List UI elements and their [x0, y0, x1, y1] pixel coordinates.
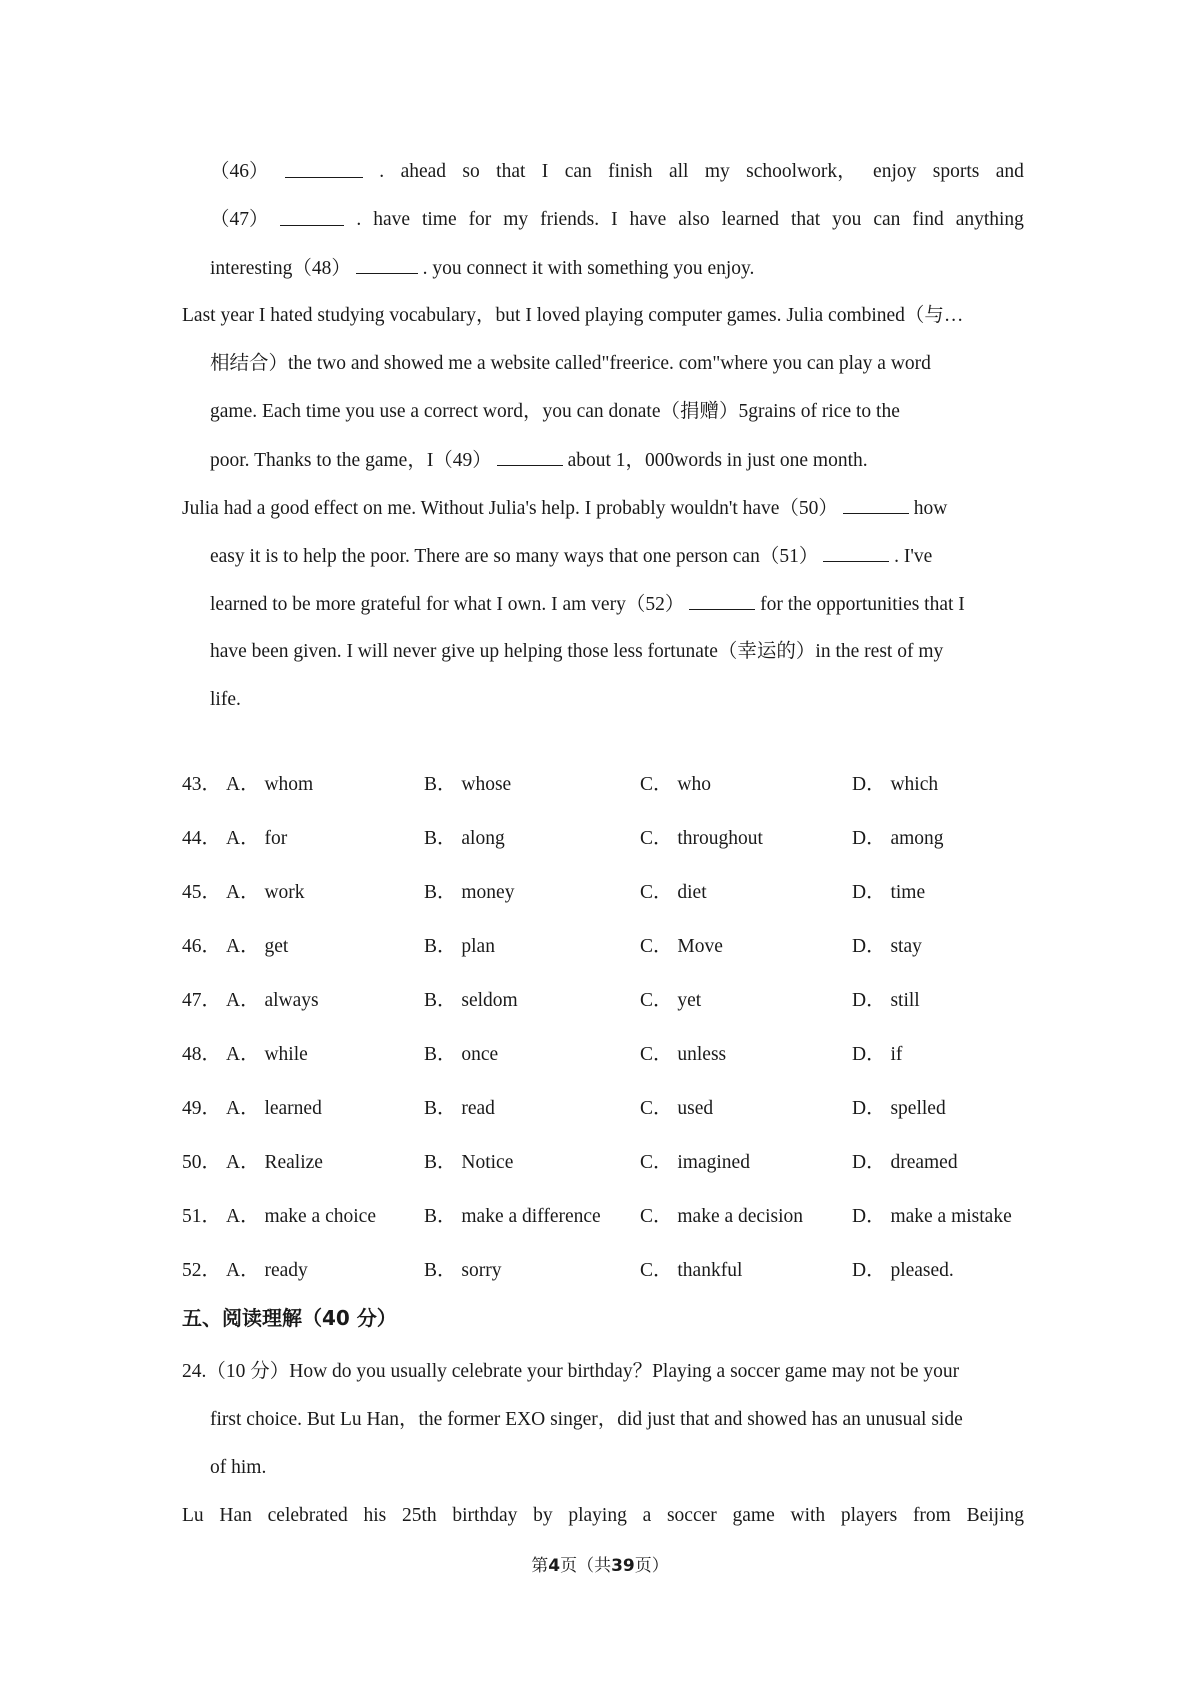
passage-line: [210, 397, 900, 427]
answer-blank-47: [280, 205, 344, 226]
question-number: 50．: [182, 1152, 222, 1173]
option-d: D． if: [852, 1044, 903, 1065]
word: game: [732, 1505, 775, 1526]
passage-text: Julia had a good effect on me. Without Julia's help. I probably wouldn't have（50）: [182, 498, 838, 519]
option-row: [182, 1202, 1032, 1232]
footer-text: 第: [531, 1556, 549, 1576]
word: .: [356, 209, 362, 230]
passage-text: learned to be more grateful for what I own. I am very（52）: [210, 594, 685, 615]
option-d: D． dreamed: [852, 1152, 958, 1173]
word: Lu: [182, 1505, 204, 1526]
option-a: A． ready: [226, 1260, 308, 1281]
word: （47）: [210, 209, 269, 230]
option-a: A． get: [226, 936, 289, 957]
section-heading: 五、阅读理解（40 分）: [182, 1306, 397, 1330]
word: that: [496, 161, 526, 182]
passage-line: [210, 541, 932, 571]
word: have: [629, 209, 667, 230]
option-b: B． Notice: [424, 1152, 514, 1173]
option-a: A． for: [226, 828, 288, 849]
option-a: A． while: [226, 1044, 308, 1065]
word: for: [468, 209, 492, 230]
word: find: [912, 209, 944, 230]
word: anything: [955, 209, 1024, 230]
option-a: A． always: [226, 990, 319, 1011]
option-row: [182, 932, 1032, 962]
option-c: C． imagined: [640, 1152, 750, 1173]
word: .: [379, 161, 385, 182]
option-b: B． money: [424, 882, 515, 903]
option-c: C． Move: [640, 936, 723, 957]
word: my: [503, 209, 529, 230]
answer-blank-46: [285, 157, 363, 178]
word: his: [363, 1505, 387, 1526]
word: also: [678, 209, 710, 230]
passage-text: Last year I hated studying vocabulary，but I loved playing computer games. Julia combined（与…: [182, 305, 964, 326]
passage-text: about 1，000words in just one month.: [567, 450, 868, 471]
word: soccer: [666, 1505, 717, 1526]
option-c: C． make a decision: [640, 1206, 803, 1227]
passage-text: interesting（48）: [210, 258, 351, 279]
word: Han: [219, 1505, 252, 1526]
passage-line: [210, 637, 943, 667]
option-d: D． still: [852, 990, 920, 1011]
passage-text: life.: [210, 689, 241, 710]
word: friends.: [540, 209, 600, 230]
passage-text: game. Each time you use a correct word，you can donate（捐赠）5grains of rice to the: [210, 401, 900, 422]
question-number: 47．: [182, 990, 222, 1011]
word: so: [462, 161, 480, 182]
answer-blank-52: [689, 589, 755, 610]
option-row: [182, 1256, 1032, 1286]
passage-text: how: [913, 498, 948, 519]
option-row: [182, 878, 1032, 908]
option-b: B． seldom: [424, 990, 518, 1011]
word: can: [564, 161, 592, 182]
question-number: 44．: [182, 828, 222, 849]
word: I: [611, 209, 618, 230]
passage-line: [210, 445, 868, 475]
word: players: [840, 1505, 898, 1526]
passage-text: poor. Thanks to the game，I（49）: [210, 450, 492, 471]
option-c: C． who: [640, 774, 711, 795]
option-row: [182, 1148, 1032, 1178]
option-d: D． stay: [852, 936, 922, 957]
option-d: D． make a mistake: [852, 1206, 1012, 1227]
question-number: 48．: [182, 1044, 222, 1065]
option-b: B． plan: [424, 936, 495, 957]
question-text: of him.: [210, 1457, 267, 1478]
option-a: A． work: [226, 882, 305, 903]
option-a: A． learned: [226, 1098, 322, 1119]
option-d: D． pleased.: [852, 1260, 954, 1281]
word: celebrated: [267, 1505, 348, 1526]
option-d: D． among: [852, 828, 944, 849]
option-d: D． time: [852, 882, 926, 903]
option-row: [182, 770, 1032, 800]
word: schoolwork，: [746, 161, 857, 182]
option-a: A． make a choice: [226, 1206, 376, 1227]
word: can: [873, 209, 901, 230]
answer-blank-49: [497, 445, 563, 466]
question-line: [210, 1453, 266, 1483]
option-c: C． diet: [640, 882, 707, 903]
passage-text: easy it is to help the poor. There are so many ways that one person can（51）: [210, 546, 819, 567]
word: ahead: [400, 161, 447, 182]
passage-line: [210, 685, 241, 715]
word: birthday: [452, 1505, 518, 1526]
word: enjoy: [873, 161, 917, 182]
passage-line: [210, 589, 965, 619]
word: with: [790, 1505, 826, 1526]
option-row: [182, 824, 1032, 854]
question-number: 45．: [182, 882, 222, 903]
word: have: [373, 209, 411, 230]
option-row: [182, 986, 1032, 1016]
word: I: [541, 161, 549, 182]
answer-blank-48: [356, 253, 418, 274]
option-a: A． whom: [226, 774, 314, 795]
option-b: B． read: [424, 1098, 495, 1119]
word: that: [790, 209, 821, 230]
option-c: C． thankful: [640, 1260, 743, 1281]
option-c: C． throughout: [640, 828, 763, 849]
option-d: D． spelled: [852, 1098, 946, 1119]
option-b: B． once: [424, 1044, 499, 1065]
passage-text: . you connect it with something you enjoy.: [422, 258, 755, 279]
passage-text: have been given. I will never give up helping those less fortunate（幸运的）in the rest of my: [210, 641, 944, 662]
question-line: [210, 1405, 963, 1435]
answer-blank-50: [843, 493, 909, 514]
footer-text: 页（共: [560, 1556, 612, 1576]
question-number: 51．: [182, 1206, 222, 1227]
option-b: B． along: [424, 828, 505, 849]
passage-text: . I've: [894, 546, 933, 567]
footer-text: 页）: [634, 1556, 669, 1576]
question-number: 52．: [182, 1260, 222, 1281]
option-b: B． whose: [424, 774, 512, 795]
passage-line: [182, 493, 947, 523]
word: a: [642, 1505, 652, 1526]
question-line: [182, 1501, 1024, 1531]
passage-line: [210, 157, 1024, 187]
option-a: A． Realize: [226, 1152, 323, 1173]
word: my: [704, 161, 730, 182]
word: 25th: [401, 1505, 437, 1526]
word: finish: [608, 161, 653, 182]
word: and: [995, 161, 1024, 182]
word: all: [668, 161, 689, 182]
word: Beijing: [966, 1505, 1024, 1526]
option-b: B． sorry: [424, 1260, 502, 1281]
word: learned: [721, 209, 780, 230]
word: sports: [932, 161, 980, 182]
option-row: [182, 1094, 1032, 1124]
word: by: [533, 1505, 553, 1526]
option-d: D． which: [852, 774, 939, 795]
word: （46）: [210, 161, 269, 182]
question-line: [182, 1357, 959, 1387]
passage-line: [210, 253, 754, 283]
option-row: [182, 1040, 1032, 1070]
option-c: C． yet: [640, 990, 702, 1011]
word: you: [832, 209, 862, 230]
question-number: 49．: [182, 1098, 222, 1119]
passage-line: [210, 349, 931, 379]
page-total: 39: [611, 1556, 635, 1576]
answer-blank-51: [823, 541, 889, 562]
word: playing: [568, 1505, 627, 1526]
passage-line: [182, 301, 963, 331]
passage-line: [210, 205, 1024, 235]
passage-text: for the opportunities that I: [760, 594, 965, 615]
option-b: B． make a difference: [424, 1206, 601, 1227]
page-footer: [0, 1554, 1200, 1578]
word: from: [912, 1505, 951, 1526]
page-number: 4: [548, 1556, 561, 1576]
word: time: [421, 209, 457, 230]
question-number: 46．: [182, 936, 222, 957]
question-number: 43．: [182, 774, 222, 795]
option-c: C． used: [640, 1098, 714, 1119]
question-text: first choice. But Lu Han，the former EXO singer，did just that and showed has an unusual side: [210, 1409, 963, 1430]
question-text: 24.（10 分）How do you usually celebrate your birthday？Playing a soccer game may not be your: [182, 1361, 960, 1382]
passage-text: 相结合）the two and showed me a website called"freerice. com"where you can play a word: [210, 353, 931, 374]
option-c: C． unless: [640, 1044, 727, 1065]
